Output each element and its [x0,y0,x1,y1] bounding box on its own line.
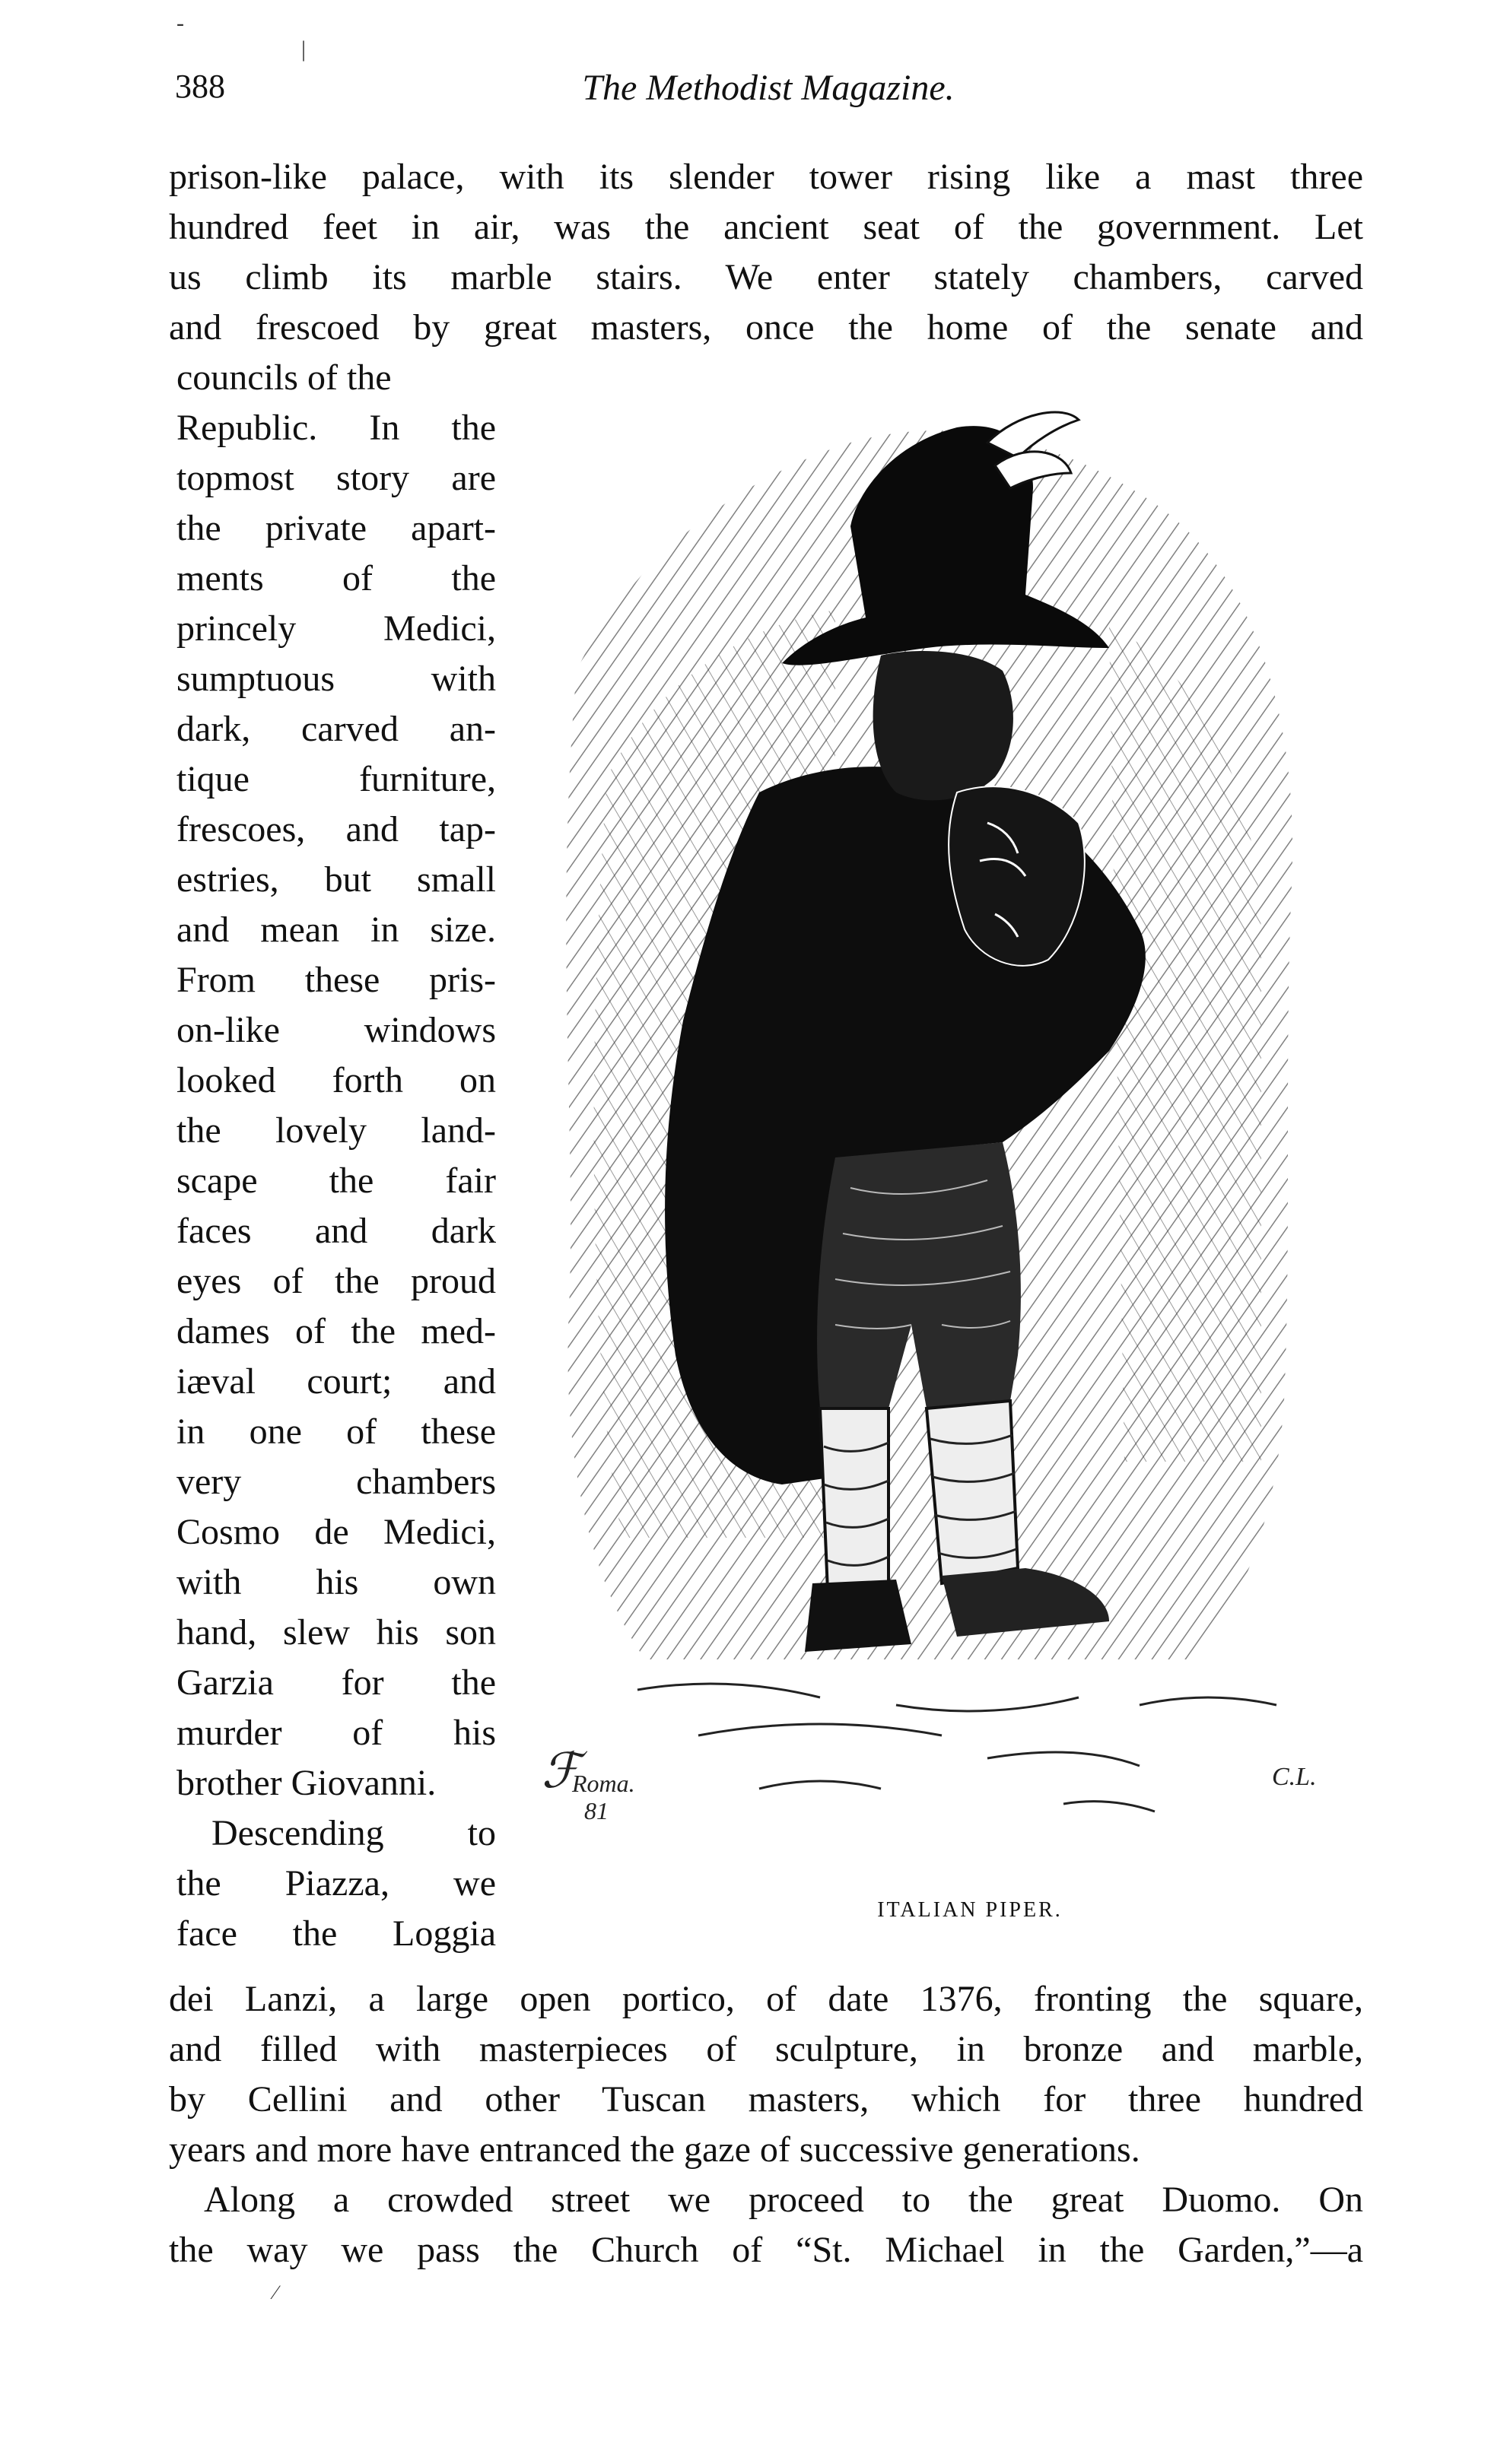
column-line: princely Medici, [176,608,496,649]
body-line: and filled with masterpieces of sculpture, in bronze and marble, [169,2029,1363,2069]
piper-leggings [820,1408,889,1591]
body-line: dei Lanzi, a large open portico, of date 1376, fronting the square, [169,1979,1363,2019]
page-header [175,67,1362,128]
column-line: with his own [176,1562,496,1602]
column-line: scape the fair [176,1161,496,1201]
column-line: tique furniture, [176,759,496,799]
ground-strokes [637,1684,1276,1811]
page: 388 The Methodist Magazine. - | prison-like palace, with its slender tower rising like a mast three hundred feet in air, was the ancient seat of the government. Let us climb its marble stairs. We enter stately chambers, carved and frescoed by great masters, once the home of the senate and councils of the Republic. In the topmost story are the private apart- ments of the princely Medici, sumptuous with dark, carved an- tique furniture, frescoes, and tap- estries, but small and mean in size. From these pris- on-like windows looked forth on the lovely land- scape the fair faces and dark eyes of the proud dames of the med- iæval court; and in one of these very chambers Cosmo de Medici, with his own hand, slew his son Garzia for the murder of his brother Giovanni. Descending to the Piazza, we face the Loggia ℱ Roma. 81 C.L. ITALIAN PIPER. dei Lanzi, a large open portico, of date 1376, fronting the square, and filled with masterpieces of sculpture, in bronze and marble, by Cellini and other Tuscan masters, which for three hundred years and more have entranced the gaze of successive generations. Along a crowded street we proceed to the great Duomo. On the way we pass the Church of “St. Michael in the Garden,”—a ⁄ [0,0,1510,2464]
body-line: hundred feet in air, was the ancient seat of the government. Let [169,207,1363,247]
body-line: us climb its marble stairs. We enter stately chambers, carved [169,257,1363,297]
body-line: Along a crowded street we proceed to the great Duomo. On [204,2180,1363,2220]
print-mark: - [176,11,184,36]
column-line: and mean in size. [176,910,496,950]
column-line: on-like windows [176,1010,496,1050]
column-line: dark, carved an- [176,709,496,749]
artist-signature-right: C.L. [1272,1763,1317,1791]
column-line: very chambers [176,1462,496,1502]
piper-shoes [805,1580,911,1652]
running-title: The Methodist Magazine. [582,68,955,108]
print-mark: | [301,37,307,62]
column-line: iæval court; and [176,1361,496,1402]
italian-piper-illustration [531,397,1339,1889]
piper-face [873,651,1013,800]
column-line: Descending to [211,1813,496,1853]
column-line: looked forth on [176,1060,496,1100]
print-mark: ⁄ [274,2281,278,2304]
column-line: Cosmo de Medici, [176,1512,496,1552]
column-line: councils of the [176,357,392,398]
column-line: the Piazza, we [176,1863,496,1904]
column-line: murder of his [176,1713,496,1753]
body-line: prison-like palace, with its slender tower rising like a mast three [169,157,1363,197]
column-line: the private apart- [176,508,496,548]
column-line: hand, slew his son [176,1612,496,1653]
column-line: topmost story are [176,458,496,498]
body-line: and frescoed by great masters, once the home of the senate and [169,307,1363,348]
body-line: the way we pass the Church of “St. Michael in the Garden,”—a [169,2230,1363,2270]
column-line: in one of these [176,1411,496,1452]
column-line: estries, but small [176,859,496,900]
column-line: Republic. In the [176,408,496,448]
column-line: face the Loggia [176,1913,496,1954]
column-line: sumptuous with [176,659,496,699]
column-line: faces and dark [176,1211,496,1251]
body-line: years and more have entranced the gaze of successive generations. [169,2129,1140,2170]
column-line: eyes of the proud [176,1261,496,1301]
column-line: brother Giovanni. [176,1763,437,1803]
column-line: the lovely land- [176,1110,496,1151]
body-line: by Cellini and other Tuscan masters, which for three hundred [169,2079,1363,2119]
page-number: 388 [175,68,225,105]
column-line: ments of the [176,558,496,599]
column-line: frescoes, and tap- [176,809,496,849]
column-line: From these pris- [176,960,496,1000]
column-line: Garzia for the [176,1662,496,1703]
illustration-caption: ITALIAN PIPER. [877,1898,1063,1922]
column-line: dames of the med- [176,1311,496,1351]
